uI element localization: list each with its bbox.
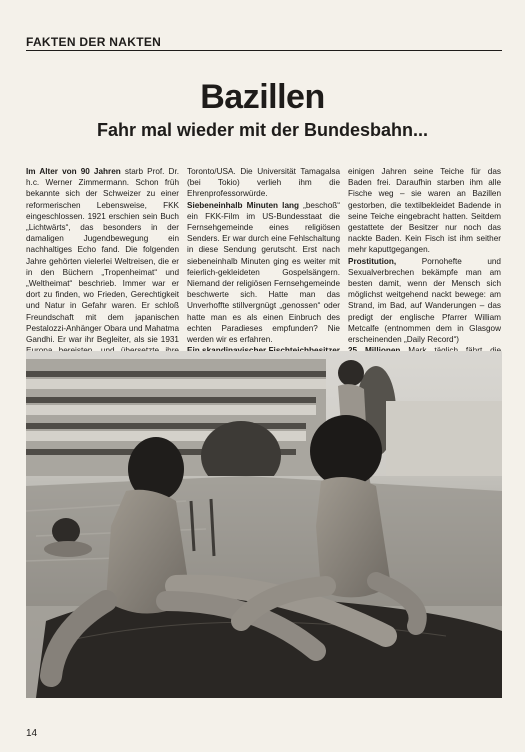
paragraph-fischteich-cont: einigen Jahren seine Teiche für das Baden frei. Daraufhin starben ihm alle Fische weg – sie waren an Bazillen gestorben, die textilbekleidet Badende in seine Teiche eingebracht hatten. Seitdem gestattete der Besitzer nur noch das nackte Baden. Kein Fisch ist ihm seither mehr kaputtgegangen.: [348, 167, 501, 255]
article-subtitle: Fahr mal wieder mit der Bundesbahn...: [96, 120, 429, 140]
paragraph-continuation: Toronto/USA. Die Universität Tamagalsa (bei Tokio) verlieh ihm die Ehrenprofessorwürde.: [187, 167, 340, 199]
page-number: 14: [26, 728, 38, 739]
lead-in: Prostitution,: [348, 256, 397, 266]
lead-in: Im Alter von 90 Jahren: [26, 167, 121, 176]
lead-in: Siebeneinhalb Minuten lang: [187, 200, 299, 210]
text-column-1: [26, 166, 179, 379]
paragraph-zimmermann: [26, 166, 179, 379]
body-text: „beschoß“ ein FKK-Film im US-Bundesstaat die Fernsehgemeinde eines religiösen Senders. Er war durch eine Fehlschaltung in diese Sendung gerutscht. Erst nach siebeneinhalb Minuten ging es weiter mit feierlich-gekleideten Gospelsängern. Niemand der religiösen Fernsehgemeinde beschwerte sich. Hatte man das Unverhoffte stillvergnügt „genossen“ oder hatte man es als einen Einbruch des echten Paradieses empfunden? Nie werden wir es erfahren.: [187, 200, 340, 345]
body-text: Pornohefte und Sexualverbrechen bekämpfe man am besten damit, wenn der Mensch sich möglichst weitgehend nackt bewege: am Strand, im Bad, auf Wanderungen – das predigt der englische Pfarrer William Metcalfe (entnommen dem in Glasgow erscheinenden „Daily Record“): [348, 256, 501, 345]
text-column-2: [187, 166, 340, 368]
body-text: starb Prof. Dr. h.c. Werner Zimmermann. Schon früh bekannte sich der Schweizer zu einer reformerischen Lebensweise, FKK eingeschlossen. 1921 erschien sein Buch „Lichtwärts“, das besonders in der damaligen Jugendbewegung ein nachhaltiges Echo fand. Die folgenden Jahre gehörten vielerlei Weltreisen, die er in den Büchern „Tropenheimat“ und „Weltheimat“ beschrieb. Immer war er dort zu finden, wo Frieden, Gerechtigkeit und Natur in Gefahr waren. Er schloß Freundschaft mit dem japanischen Pestalozzi-Anhänger Obara und Mahatma Gandhi. Er war ihr Begleiter, als sie 1931: [26, 167, 180, 345]
text-column-3: [348, 166, 501, 368]
paragraph-prostitution: [348, 256, 501, 346]
article-title: Bazillen: [200, 78, 325, 116]
section-rule: [26, 50, 502, 51]
article-photo: [26, 351, 502, 698]
paragraph-fkk-film: [187, 200, 340, 346]
section-label: FAKTEN DER NAKTEN: [26, 35, 162, 49]
